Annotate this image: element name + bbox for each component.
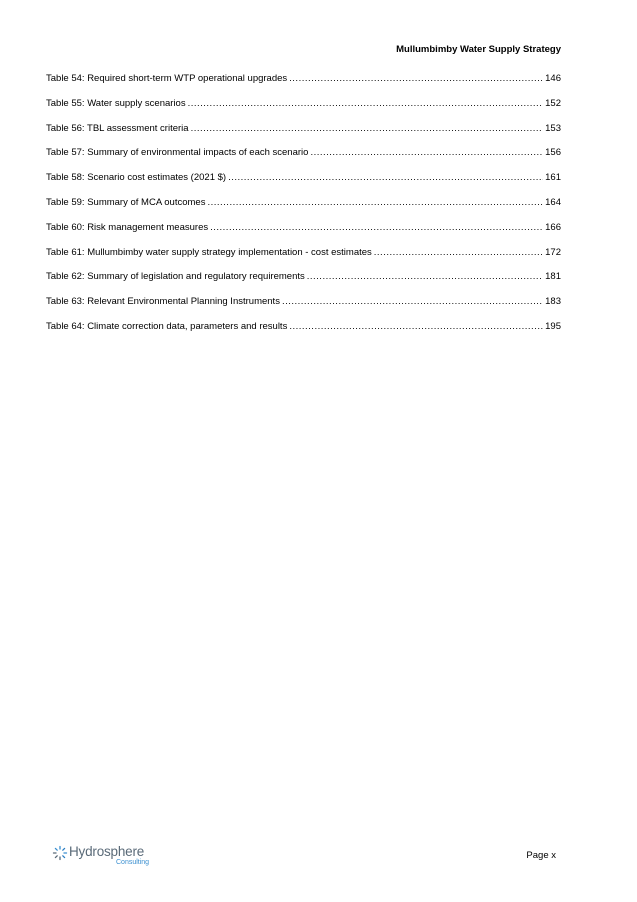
dot-leader — [289, 321, 543, 333]
toc-entry-page: 172 — [545, 246, 561, 258]
toc-entry-page: 161 — [545, 172, 561, 184]
toc-entry-page: 156 — [545, 147, 561, 159]
logo-wordmark: Hydrosphere — [69, 844, 145, 859]
logo-subtitle: Consulting — [116, 859, 150, 866]
toc-entry[interactable] — [46, 147, 561, 172]
dot-leader — [374, 247, 543, 259]
toc-entry[interactable] — [46, 271, 561, 296]
dot-leader — [207, 197, 543, 209]
toc-entry[interactable] — [46, 172, 561, 197]
toc-entry[interactable] — [46, 296, 561, 321]
toc-entry-page: 164 — [545, 196, 561, 208]
toc-entry-page: 166 — [545, 221, 561, 233]
toc-entry-label: Table 64: Climate correction data, parameters and results — [46, 320, 288, 332]
dot-leader — [228, 172, 543, 184]
toc-entry[interactable] — [46, 73, 561, 98]
dot-leader — [310, 147, 543, 159]
toc-entry-label: Table 58: Scenario cost estimates (2021 $) — [46, 172, 227, 184]
toc-entry-label: Table 60: Risk management measures — [46, 221, 209, 233]
page-number: Page x — [526, 850, 556, 861]
toc-entry-label: Table 54: Required short-term WTP operational upgrades — [46, 73, 288, 84]
dot-leader — [282, 296, 543, 308]
toc-entry-page: 195 — [545, 320, 561, 332]
swirl-logo-icon — [52, 845, 68, 861]
toc-entry-label: Table 61: Mullumbimby water supply strategy implementation - cost estimates — [46, 246, 372, 258]
dot-leader — [289, 73, 543, 85]
toc-entry[interactable] — [46, 123, 561, 148]
dot-leader — [210, 222, 543, 234]
toc-entry-page: 183 — [545, 296, 561, 308]
toc-entry-page: 146 — [545, 73, 561, 84]
list-of-tables — [46, 73, 561, 346]
toc-entry[interactable] — [46, 98, 561, 123]
hydrosphere-logo — [52, 843, 162, 869]
toc-entry-label: Table 56: TBL assessment criteria — [46, 122, 189, 134]
toc-entry[interactable] — [46, 222, 561, 247]
toc-entry[interactable] — [46, 197, 561, 222]
toc-entry-label: Table 55: Water supply scenarios — [46, 97, 186, 109]
toc-entry-label: Table 59: Summary of MCA outcomes — [46, 196, 206, 208]
running-header-title: Mullumbimby Water Supply Strategy — [396, 44, 561, 55]
toc-entry-label: Table 57: Summary of environmental impacts of each scenario — [46, 147, 309, 159]
toc-entry[interactable] — [46, 321, 561, 346]
dot-leader — [307, 271, 543, 283]
dot-leader — [191, 123, 544, 135]
toc-entry-page: 153 — [545, 122, 561, 134]
toc-entry-page: 152 — [545, 97, 561, 109]
toc-entry[interactable] — [46, 247, 561, 272]
toc-entry-page: 181 — [545, 271, 561, 283]
toc-entry-label: Table 63: Relevant Environmental Planning Instruments — [46, 296, 280, 308]
dot-leader — [188, 98, 544, 110]
toc-entry-label: Table 62: Summary of legislation and regulatory requirements — [46, 271, 305, 283]
